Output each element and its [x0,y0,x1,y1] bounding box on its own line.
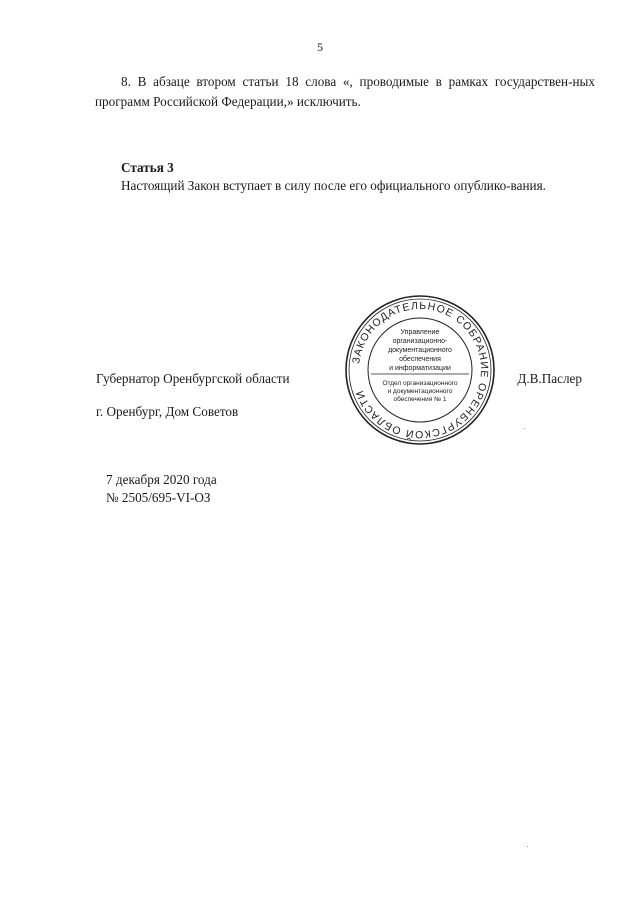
page-number: 5 [317,40,323,54]
article-3-text: Настоящий Закон вступает в силу после его официального опублико-вания. [121,178,546,193]
seal-upper-line: и информатизации [389,365,451,372]
seal-upper-line: обеспечения [399,356,441,363]
paragraph-8: 8. В абзаце втором статьи 18 слова «, проводимые в рамках государствен-ных программ Российской Федерации,» исключить. [95,74,595,109]
signing-place: г. Оренбург, Дом Советов [96,404,239,419]
signatory-name: Д.В.Паслер [517,371,582,386]
seal-upper-line: Управление [400,329,440,336]
seal-lower-line: Отдел организационного [382,380,458,387]
article-3-title: Статья 3 [121,160,174,175]
scan-speck [527,846,528,847]
signing-date: 7 декабря 2020 года [106,472,217,487]
seal-lower-line: обеспечения № 1 [393,396,447,403]
seal-lower-line: и документационного [387,388,453,395]
scan-speck [524,428,525,429]
signatory-title: Губернатор Оренбургской области [96,371,290,386]
seal-upper-line: организационно- [392,338,448,345]
seal-upper-line: документационного [388,347,452,354]
official-seal [344,294,496,446]
law-number: № 2505/695-VI-ОЗ [106,490,211,505]
seal-ring-text: ЗАКОНОДАТЕЛЬНОЕ СОБРАНИЕ ОРЕНБУРГСКОЙ ОБЛАСТИ [350,299,491,441]
